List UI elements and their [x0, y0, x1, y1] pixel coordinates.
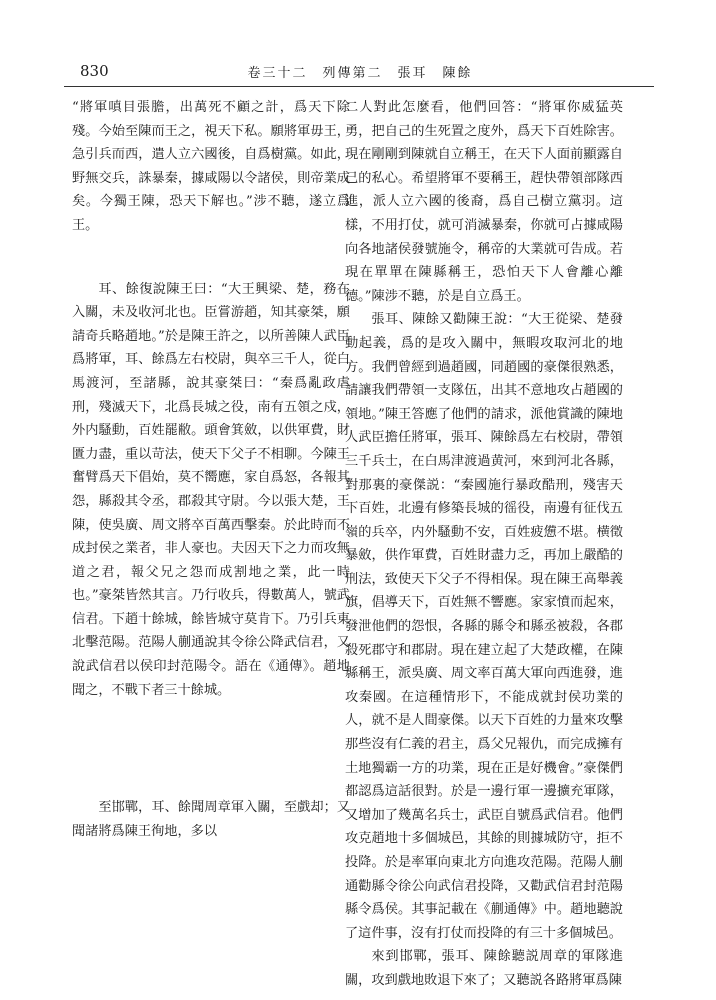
- translation-paragraph-1: 二人對此怎麼看，他們回答：“將軍你威猛英勇，把自己的生死置之度外，爲天下百姓除害。現在剛剛到陳就自立稱王，在天下人面前顯露自己的私心。希望將軍不要稱王，趕快帶領部隊西進，派人立六國的後裔，爲自己樹立黨羽。這樣，不用打仗，就可消滅暴秦，你就可占據咸陽向各地諸侯發號施令，稱帝的大業就可告成。若現在單單在陳縣稱王，恐怕天下人會離心離德。”陳涉不聽，於是自立爲王。: [345, 100, 623, 304]
- page-number: 830: [80, 62, 109, 80]
- classical-paragraph-2: 耳、餘復說陳王曰：“大王興梁、楚，務在入關，未及收河北也。臣嘗游趙，知其豪桀，願請奇兵略趙地。”於是陳王許之，以所善陳人武臣爲將軍，耳、餘爲左右校尉，與卒三千人，從白馬渡河，至諸縣，說其豪桀曰：“秦爲亂政虐刑，殘滅天下，北爲長城之役，南有五領之戍，外内騷動，百姓罷敝。頭會箕斂，以供軍費，財匱力盡，重以苛法，使天下父子不相聊。今陳王奮臂爲天下倡始，莫不嚮應，家自爲怒，各報其怨，縣殺其令丞，郡殺其守尉。今以張大楚，王陳，使吳廣、周文將卒百萬西擊秦。於此時而不成封侯之業者，非人豪也。夫因天下之力而攻無道之君，報父兄之怨而成割地之業，此一時也。”豪桀皆然其言。乃行收兵，得數萬人，號武信君。下趙十餘城，餘皆城守莫肯下。乃引兵東北擊范陽。范陽人蒯通說其令徐公降武信君，又說武信君以侯印封范陽令。語在《通傳》。趙地聞之，不戰下者三十餘城。: [72, 281, 350, 698]
- classical-paragraph-1: “將軍嗔目張膽，出萬死不顧之計，爲天下除殘。今始至陳而王之，視天下私。願將軍毋王，急引兵而西，遣人立六國後，自爲樹黨。如此，野無交兵，誅暴秦，據咸陽以令諸侯，則帝業成矣。今獨王陳，恐天下解也。”涉不聽，遂立爲王。: [72, 100, 350, 233]
- running-title: 卷三十二 列傳第二 張耳 陳餘: [247, 66, 473, 81]
- paragraph-gap: [72, 238, 350, 278]
- header-rule: [64, 86, 654, 87]
- translation-paragraph-3: 來到邯鄲，張耳、陳餘聽説周章的軍隊進關，攻到戲地敗退下來了；又聽説各路將軍爲陳: [345, 949, 623, 988]
- page-header: [70, 58, 650, 88]
- paragraph-gap: [72, 702, 350, 796]
- translation-column: [345, 96, 623, 988]
- classical-paragraph-3: 至邯鄲，耳、餘聞周章軍入關，至戲却；又聞諸將爲陳王徇地，多以: [72, 800, 350, 839]
- translation-paragraph-2: 張耳、陳餘又勸陳王說：“大王從梁、楚發動起義，爲的是攻入關中，無暇攻取河北的地方。我們曾經到過趙國，同趙國的豪傑很熟悉，請讓我們帶領一支隊伍，出其不意地攻占趙國的領地。”陳王答應了他們的請求，派他賞識的陳地人武臣擔任將軍，張耳、陳餘爲左右校尉，帶領三千兵士，在白馬津渡過黄河，來到河北各縣，對那裏的豪傑説：“秦國施行暴政酷刑，殘害天下百姓，北邊有修築長城的徭役，南邊有征伐五嶺的兵卒，内外騷動不安，百姓疲憊不堪。横徵暴斂，供作軍費，百姓財盡力乏，再加上嚴酷的刑法，致使天下父子不得相保。現在陳王高舉義旗，倡導天下，百姓無不響應。家家憤而起來，發泄他們的怨恨，各縣的縣令和縣丞被殺，各郡殺死郡守和郡尉。現在建立起了大楚政權，在陳縣稱王，派吳廣、周文率百萬大軍向西進發，進攻秦國。在這種情形下，不能成就封侯功業的人，就不是人間豪傑。以天下百姓的力量來攻擊那些沒有仁義的君主，爲父兄報仇，而完成擁有土地獨霸一方的功業，現在正是好機會。”豪傑們都認爲這話很對。於是一邊行軍一邊擴充軍隊，又增加了幾萬名兵士，武臣自號爲武信君。他們攻克趙地十多個城邑，其餘的則據城防守，拒不投降。於是率軍向東北方向進攻范陽。范陽人蒯通勸縣令徐公向武信君投降，又勸武信君封范陽縣令爲侯。其事記載在《蒯通傳》中。趙地聽說了這件事，沒有打仗而投降的有三十多個城邑。: [345, 312, 623, 941]
- classical-text-column: [72, 96, 350, 976]
